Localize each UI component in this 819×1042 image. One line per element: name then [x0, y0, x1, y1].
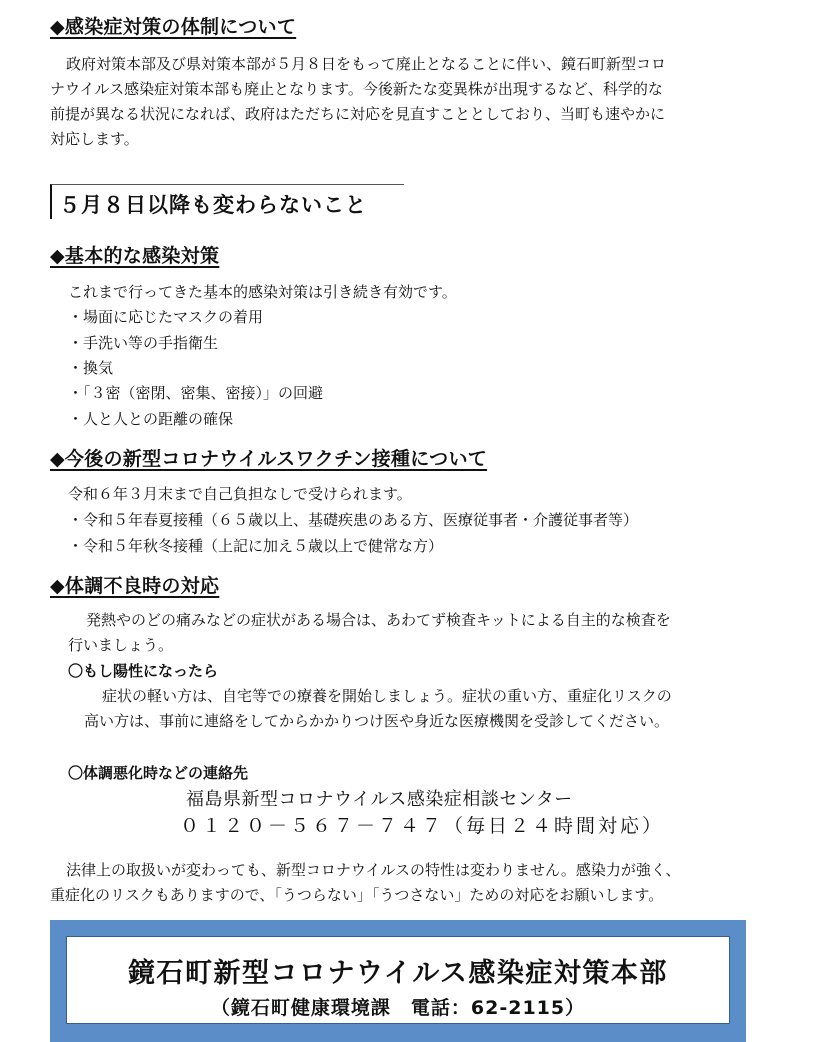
unchanged-heading: ５月８日以降も変わらないこと [59, 193, 367, 217]
footer-frame [50, 920, 746, 1042]
list-item: ・令和５年秋冬接種（上記に加え５歳以上で健常な方） [68, 537, 444, 555]
contact-title: 〇体調悪化時などの連絡先 [68, 764, 249, 782]
section-title-illness-response: ◆体調不良時の対応 [50, 575, 220, 597]
paragraph-line: ナウイルス感染症対策本部も廃止となります。今後新たな変異株が出現するなど、科学的な [50, 80, 663, 98]
closing-line: 重症化のリスクもありますので、「うつらない」「うつさない」ための対応をお願いします。 [50, 886, 664, 904]
vaccination-intro: 令和６年３月末まで自己負担なしで受けられます。 [68, 485, 412, 503]
list-item: ・人と人との距離の確保 [68, 410, 234, 428]
paragraph-line: 症状の軽い方は、自宅等での療養を開始しましょう。症状の重い方、重症化リスクの [102, 687, 672, 705]
paragraph-line: 発熱やのどの痛みなどの症状がある場合は、あわてず検査キットによる自主的な検査を [86, 611, 671, 629]
basic-measures-intro: これまで行ってきた基本的感染対策は引き続き有効です。 [68, 283, 457, 301]
consultation-phone-number: ０１２０－５６７－７４７（毎日２４時間対応） [180, 815, 665, 837]
list-item: ・令和５年春夏接種（６５歳以上、基礎疾患のある方、医療従事者・介護従事者等） [68, 511, 639, 529]
list-item: ・換気 [68, 359, 114, 377]
paragraph-line: 対応します。 [50, 130, 139, 148]
paragraph-line: 高い方は、事前に連絡をしてからかかりつけ医や身近な医療機関を受診してください。 [84, 712, 670, 730]
footer-contact: （鏡石町健康環境課 電話：62-2115） [210, 997, 586, 1019]
unchanged-heading-box [50, 184, 404, 219]
paragraph-line: 前提が異なる状況になれば、政府はただちに対応を見直すこととしており、当町も速やかに [50, 105, 666, 123]
section-title-vaccination: ◆今後の新型コロナウイルスワクチン接種について [50, 448, 488, 470]
closing-line: 法律上の取扱いが変わっても、新型コロナウイルスの特性は変わりません。感染力が強く、 [66, 861, 681, 879]
section-title-infection-system: ◆感染症対策の体制について [50, 16, 297, 38]
paragraph-line: 政府対策本部及び県対策本部が５月８日をもって廃止となることに伴い、鏡石町新型コロ [66, 55, 667, 73]
list-item: ・場面に応じたマスクの着用 [68, 308, 264, 326]
positive-case-title: 〇もし陽性になったら [68, 662, 219, 680]
footer-inner [66, 936, 730, 1024]
footer-title: 鏡石町新型コロナウイルス感染症対策本部 [128, 958, 668, 989]
paragraph-line: 行いましょう。 [68, 636, 174, 654]
section-title-basic-measures: ◆基本的な感染対策 [50, 245, 220, 267]
list-item: ・「３密（密閉、密集、密接）」の回避 [68, 384, 324, 402]
consultation-center-name: 福島県新型コロナウイルス感染症相談センター [186, 789, 573, 810]
list-item: ・手洗い等の手指衛生 [68, 334, 219, 352]
